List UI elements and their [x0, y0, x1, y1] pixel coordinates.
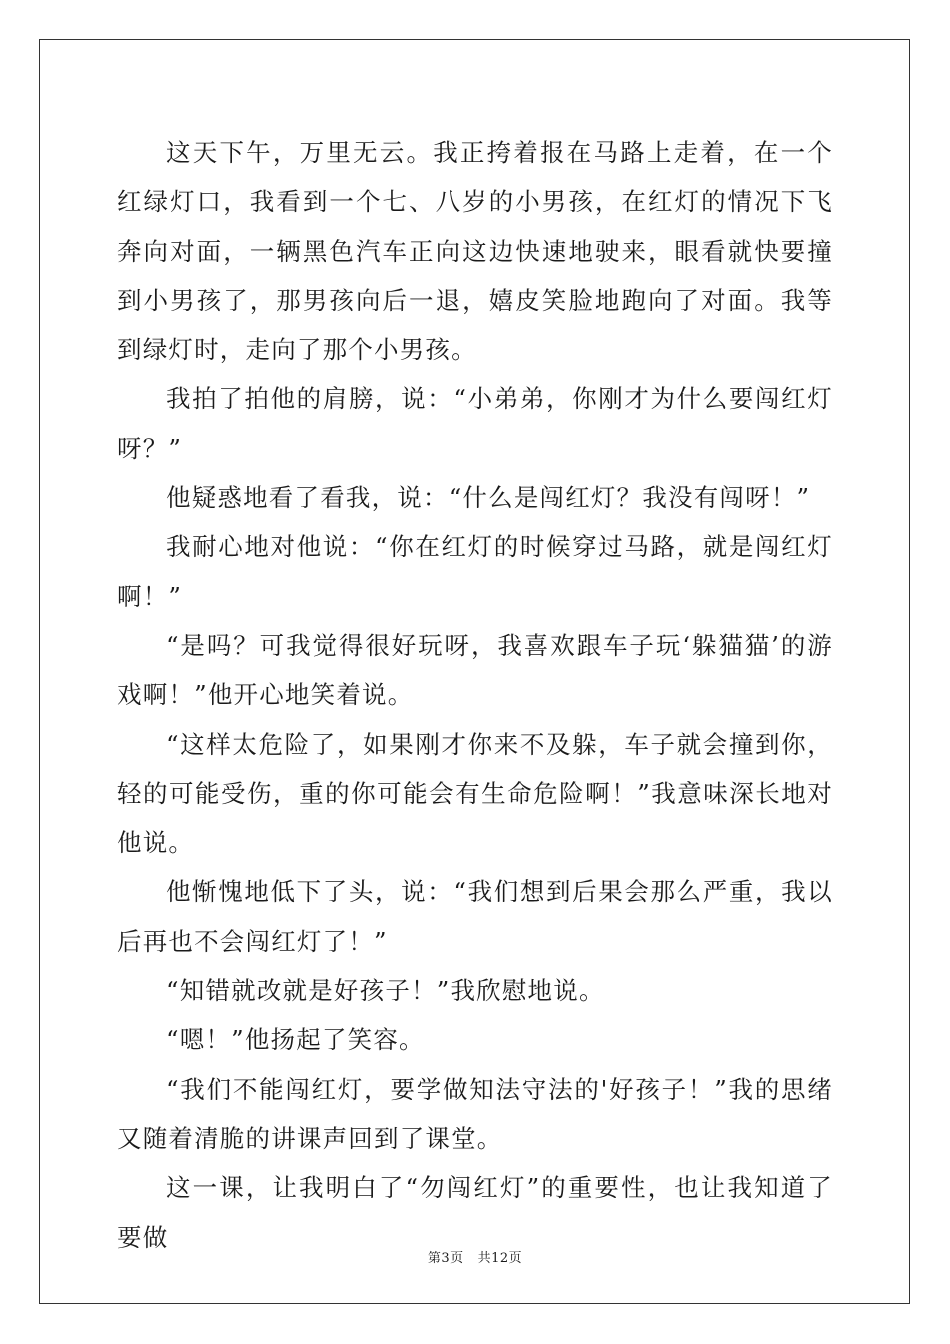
paragraph-3: 他疑惑地看了看我，说：“什么是闯红灯？我没有闯呀！”: [166, 483, 811, 513]
page-total: 共12页: [477, 1251, 523, 1266]
page-number: 第3页: [427, 1251, 464, 1266]
paragraph-7: 他惭愧地低下了头，说：“我们想到后果会那么严重，我以后再也不会闯红灯了！”: [117, 877, 833, 956]
paragraph-1: 这天下午，万里无云。我正挎着报在马路上走着，在一个红绿灯口，我看到一个七、八岁的小男孩，在红灯的情况下飞奔向对面，一辆黑色汽车正向这边快速地驶来，眼看就快要撞到小男孩了，那男孩向后一退，嬉皮笑脸地跑向了对面。我等到绿灯时，走向了那个小男孩。: [117, 138, 833, 365]
page-footer: [0, 1247, 950, 1266]
paragraph-8: “知错就改就是好孩子！”我欣慰地说。: [166, 976, 605, 1006]
paragraph-11: 这一课，让我明白了“勿闯红灯”的重要性，也让我知道了要做: [117, 1173, 833, 1252]
paragraph-9: “嗯！”他扬起了笑容。: [166, 1025, 425, 1055]
paragraph-5: “是吗？可我觉得很好玩呀，我喜欢跟车子玩‘躲猫猫’的游戏啊！”他开心地笑着说。: [117, 630, 833, 710]
paragraph-6: “这样太危险了，如果刚才你来不及躲，车子就会撞到你，轻的可能受伤，重的你可能会有生命危险啊！”我意味深长地对他说。: [117, 729, 833, 858]
paragraph-10: “我们不能闯红灯，要学做知法守法的'好孩子！”我的思绪又随着清脆的讲课声回到了课堂。: [117, 1074, 833, 1153]
paragraph-4: 我耐心地对他说：“你在红灯的时候穿过马路，就是闯红灯啊！”: [117, 532, 833, 611]
document-body: [117, 128, 833, 1262]
paragraph-2: 我拍了拍他的肩膀，说：“小弟弟，你刚才为什么要闯红灯呀？”: [117, 384, 833, 463]
